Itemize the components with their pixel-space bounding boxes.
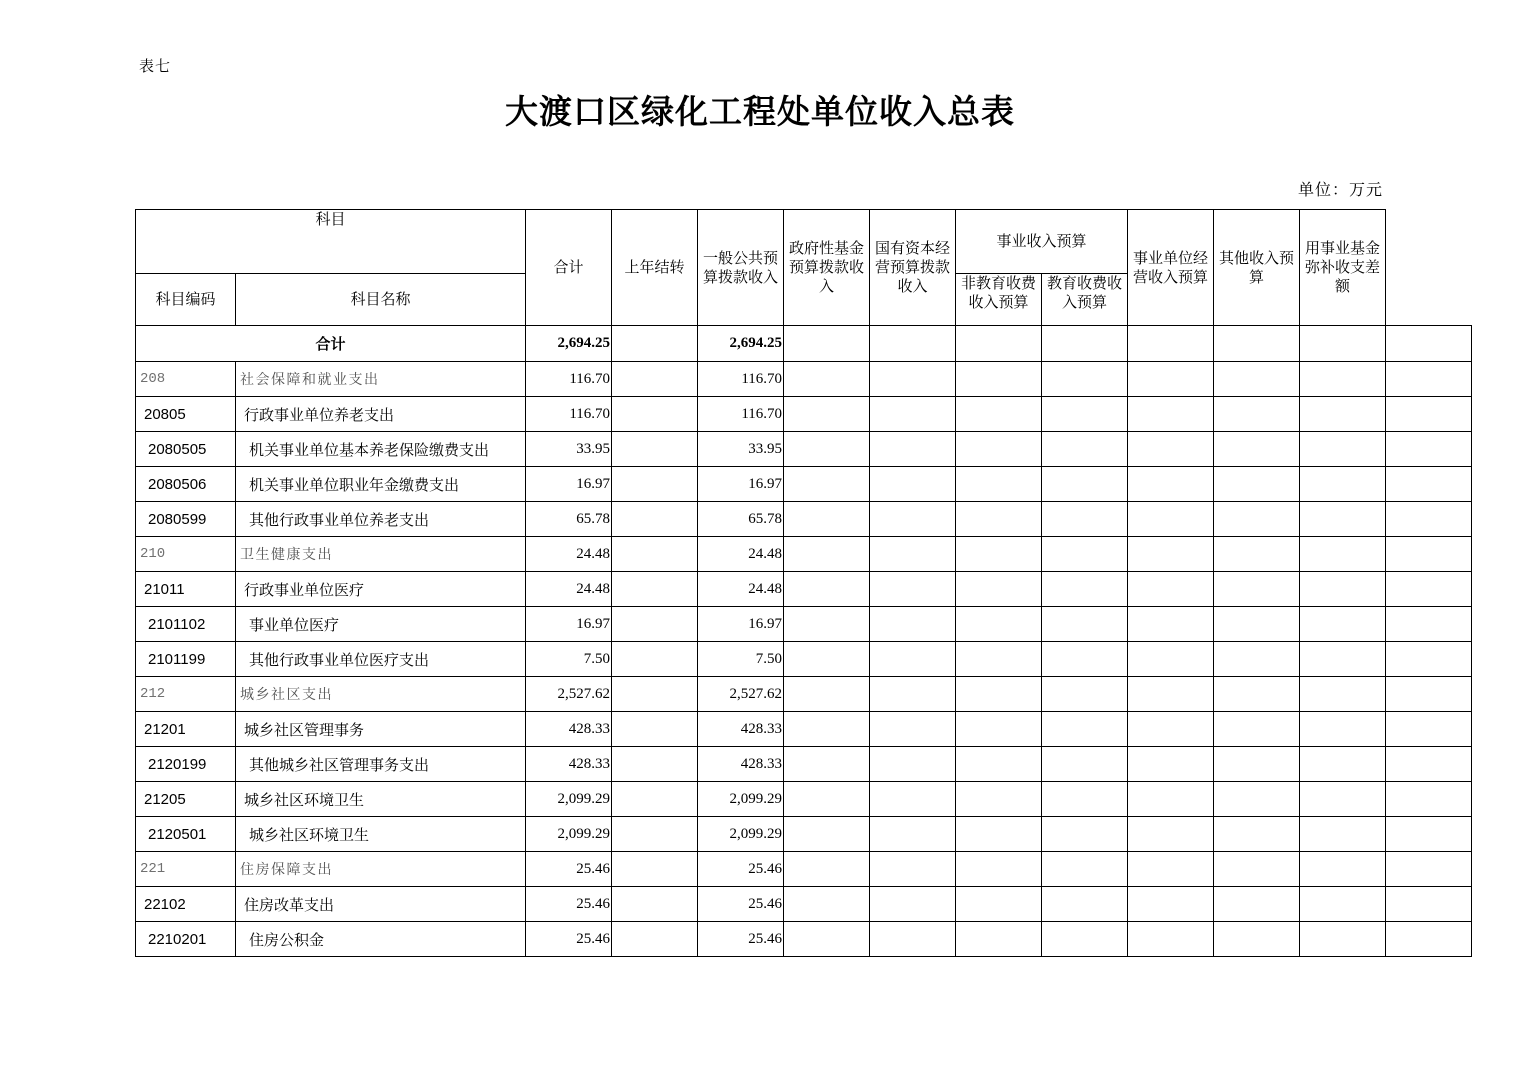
general-budget-cell: 428.33 [698,747,784,782]
empty-cell [956,362,1042,397]
empty-cell [784,572,870,607]
empty-cell [1300,887,1386,922]
total-cell: 16.97 [526,467,612,502]
carryover-cell [612,677,698,712]
total-cell: 25.46 [526,852,612,887]
empty-cell [1214,397,1300,432]
carryover-cell [612,642,698,677]
empty-cell [870,642,956,677]
table-row [136,397,1472,432]
general-budget-cell: 25.46 [698,887,784,922]
empty-cell [956,747,1042,782]
empty-cell [870,432,956,467]
empty-cell [1386,362,1472,397]
empty-cell [784,887,870,922]
empty-cell [1214,887,1300,922]
table-row [136,852,1472,887]
header-edu-fee: 教育收费收入预算 [1042,274,1128,326]
empty-cell [1128,922,1214,957]
empty-cell [1128,432,1214,467]
carryover-cell [612,887,698,922]
general-budget-cell: 2,099.29 [698,817,784,852]
empty-cell [1300,537,1386,572]
empty-cell [1386,467,1472,502]
empty-cell [784,502,870,537]
total-amount: 2,694.25 [526,326,612,362]
table-number: 表七 [139,57,172,75]
empty-cell [956,572,1042,607]
general-budget-cell: 33.95 [698,432,784,467]
empty-cell [956,537,1042,572]
empty-cell [1214,747,1300,782]
subject-name-cell: 行政事业单位养老支出 [236,397,526,432]
empty-cell [956,467,1042,502]
empty-cell [1300,607,1386,642]
empty-cell [1386,887,1472,922]
general-budget-cell: 16.97 [698,467,784,502]
empty-cell [1386,922,1472,957]
subject-name-cell: 卫生健康支出 [236,537,526,572]
header-subject-name: 科目名称 [236,274,526,326]
carryover-cell [612,432,698,467]
empty-cell [956,712,1042,747]
total-label: 合计 [136,326,526,362]
unit-label: 单位：万元 [1297,180,1383,199]
header-subject: 科目 [136,210,526,274]
total-cell: 116.70 [526,362,612,397]
empty-cell [784,537,870,572]
subject-name-cell: 社会保障和就业支出 [236,362,526,397]
header-non-edu-fee: 非教育收费收入预算 [956,274,1042,326]
empty-cell [956,432,1042,467]
empty-cell [1042,747,1128,782]
general-budget-cell: 25.46 [698,922,784,957]
empty-cell [956,607,1042,642]
empty-cell [1128,887,1214,922]
general-budget-cell: 2,099.29 [698,782,784,817]
empty-cell [1042,432,1128,467]
empty-cell [1386,642,1472,677]
subject-code-cell: 212 [136,677,236,712]
empty-cell [1128,642,1214,677]
empty-cell [1300,712,1386,747]
subject-name-cell: 其他行政事业单位医疗支出 [236,642,526,677]
header-state-capital: 国有资本经营预算拨款收入 [870,210,956,326]
subject-name-cell: 城乡社区管理事务 [236,712,526,747]
total-cell: 116.70 [526,397,612,432]
table-row [136,432,1472,467]
header-fund-makeup: 用事业基金弥补收支差额 [1300,210,1386,326]
empty-cell [1386,326,1472,362]
empty-cell [956,326,1042,362]
header-subject-code: 科目编码 [136,274,236,326]
subject-code-cell: 2080505 [136,432,236,467]
table-row [136,887,1472,922]
subject-name-cell: 住房保障支出 [236,852,526,887]
empty-cell [1214,572,1300,607]
empty-cell [1214,852,1300,887]
empty-cell [956,782,1042,817]
general-budget-cell: 428.33 [698,712,784,747]
empty-cell [1386,397,1472,432]
carryover-cell [612,502,698,537]
empty-cell [870,607,956,642]
empty-cell [1042,887,1128,922]
total-cell: 2,527.62 [526,677,612,712]
total-cell: 2,099.29 [526,817,612,852]
total-cell: 428.33 [526,712,612,747]
header-gov-fund: 政府性基金预算拨款收入 [784,210,870,326]
empty-cell [1128,572,1214,607]
total-cell: 65.78 [526,502,612,537]
carryover-cell [612,782,698,817]
empty-cell [956,887,1042,922]
empty-cell [870,467,956,502]
subject-name-cell: 事业单位医疗 [236,607,526,642]
carryover-cell [612,362,698,397]
empty-cell [784,432,870,467]
total-cell: 25.46 [526,887,612,922]
table-row [136,677,1472,712]
empty-cell [1042,572,1128,607]
general-budget-cell: 65.78 [698,502,784,537]
subject-code-cell: 2120501 [136,817,236,852]
empty-cell [1042,502,1128,537]
empty-cell [1128,607,1214,642]
empty-cell [1300,502,1386,537]
empty-cell [870,677,956,712]
general-budget-cell: 7.50 [698,642,784,677]
table-row [136,922,1472,957]
carryover-cell [612,712,698,747]
subject-name-cell: 机关事业单位职业年金缴费支出 [236,467,526,502]
empty-cell [870,887,956,922]
empty-cell [784,747,870,782]
carryover-cell [612,397,698,432]
empty-cell [870,747,956,782]
empty-cell [956,922,1042,957]
page-title: 大渡口区绿化工程处单位收入总表 [505,92,1015,131]
general-budget-cell: 24.48 [698,537,784,572]
empty-cell [1214,817,1300,852]
subject-code-cell: 21201 [136,712,236,747]
table-row [136,362,1472,397]
header-general-budget: 一般公共预算拨款收入 [698,210,784,326]
empty-cell [1386,817,1472,852]
empty-cell [784,397,870,432]
empty-cell [870,362,956,397]
total-cell: 24.48 [526,572,612,607]
empty-cell [870,922,956,957]
empty-cell [870,397,956,432]
empty-cell [784,817,870,852]
empty-cell [1042,712,1128,747]
total-row [136,326,1472,362]
subject-name-cell: 住房公积金 [236,922,526,957]
subject-name-cell: 城乡社区支出 [236,677,526,712]
subject-code-cell: 221 [136,852,236,887]
subject-name-cell: 其他城乡社区管理事务支出 [236,747,526,782]
total-cell: 16.97 [526,607,612,642]
subject-code-cell: 2080506 [136,467,236,502]
empty-cell [956,642,1042,677]
empty-cell [956,817,1042,852]
header-operating: 事业单位经营收入预算 [1128,210,1214,326]
empty-cell [784,922,870,957]
empty-cell [1214,502,1300,537]
total-cell: 33.95 [526,432,612,467]
income-summary-table [135,209,1472,957]
header-carryover: 上年结转 [612,210,698,326]
subject-code-cell: 210 [136,537,236,572]
empty-cell [1214,922,1300,957]
empty-cell [1214,467,1300,502]
subject-code-cell: 2101199 [136,642,236,677]
empty-cell [1300,747,1386,782]
table-row [136,642,1472,677]
empty-cell [784,782,870,817]
empty-cell [870,782,956,817]
carryover-cell [612,467,698,502]
empty-cell [1042,397,1128,432]
empty-cell [784,607,870,642]
empty-cell [1300,362,1386,397]
empty-cell [1042,607,1128,642]
empty-cell [1214,642,1300,677]
empty-cell [1214,782,1300,817]
carryover-cell [612,747,698,782]
subject-code-cell: 2101102 [136,607,236,642]
total-cell: 24.48 [526,537,612,572]
carryover-cell [612,817,698,852]
carryover-cell [612,607,698,642]
empty-cell [784,677,870,712]
empty-cell [1386,572,1472,607]
empty-cell [1300,432,1386,467]
general-budget-cell: 2,527.62 [698,677,784,712]
empty-cell [1386,502,1472,537]
empty-cell [1214,712,1300,747]
empty-cell [956,677,1042,712]
subject-name-cell: 行政事业单位医疗 [236,572,526,607]
empty-cell [1300,467,1386,502]
carryover-cell [612,537,698,572]
empty-cell [1128,467,1214,502]
empty-cell [1128,817,1214,852]
empty-cell [1214,432,1300,467]
header-service-income: 事业收入预算 [956,210,1128,274]
empty-cell [1042,326,1128,362]
empty-cell [1128,326,1214,362]
subject-name-cell: 机关事业单位基本养老保险缴费支出 [236,432,526,467]
empty-cell [1386,712,1472,747]
general-budget-cell: 25.46 [698,852,784,887]
empty-cell [1214,537,1300,572]
carryover-cell [612,922,698,957]
header-other: 其他收入预算 [1214,210,1300,326]
empty-cell [784,642,870,677]
empty-cell [1128,747,1214,782]
header-total: 合计 [526,210,612,326]
subject-code-cell: 2080599 [136,502,236,537]
subject-code-cell: 2210201 [136,922,236,957]
table-row [136,782,1472,817]
table-row [136,712,1472,747]
subject-code-cell: 2120199 [136,747,236,782]
subject-name-cell: 城乡社区环境卫生 [236,782,526,817]
subject-name-cell: 城乡社区环境卫生 [236,817,526,852]
empty-cell [1042,537,1128,572]
empty-cell [1300,782,1386,817]
subject-code-cell: 21011 [136,572,236,607]
empty-cell [1128,712,1214,747]
empty-cell [1128,502,1214,537]
empty-cell [870,537,956,572]
empty-cell [1128,852,1214,887]
empty-cell [784,362,870,397]
table-row [136,607,1472,642]
total-cell: 428.33 [526,747,612,782]
subject-name-cell: 其他行政事业单位养老支出 [236,502,526,537]
table-row [136,572,1472,607]
empty-cell [1300,572,1386,607]
subject-name-cell: 住房改革支出 [236,887,526,922]
empty-cell [1300,677,1386,712]
empty-cell [870,326,956,362]
total-cell: 7.50 [526,642,612,677]
empty-cell [956,502,1042,537]
empty-cell [870,572,956,607]
empty-cell [1042,782,1128,817]
empty-cell [1300,642,1386,677]
empty-cell [1214,607,1300,642]
empty-cell [956,397,1042,432]
empty-cell [956,852,1042,887]
empty-cell [1042,852,1128,887]
empty-cell [1300,326,1386,362]
empty-cell [1386,537,1472,572]
empty-cell [1386,747,1472,782]
table-row [136,502,1472,537]
empty-cell [1214,362,1300,397]
empty-cell [1128,782,1214,817]
general-budget-cell: 24.48 [698,572,784,607]
table-row [136,537,1472,572]
empty-cell [1300,922,1386,957]
empty-cell [1042,642,1128,677]
empty-cell [1042,467,1128,502]
empty-cell [1214,677,1300,712]
empty-cell [870,712,956,747]
empty-cell [1386,607,1472,642]
table-row [136,747,1472,782]
empty-cell [784,326,870,362]
total-cell: 2,099.29 [526,782,612,817]
empty-cell [1042,677,1128,712]
empty-cell [870,817,956,852]
empty-cell [1042,362,1128,397]
empty-cell [1128,537,1214,572]
carryover-cell [612,572,698,607]
empty-cell [1128,677,1214,712]
empty-cell [1300,397,1386,432]
empty-cell [1386,782,1472,817]
empty-cell [1386,852,1472,887]
general-budget-cell: 16.97 [698,607,784,642]
empty-cell [784,852,870,887]
general-budget-cell: 116.70 [698,397,784,432]
empty-cell [1386,432,1472,467]
empty-cell [870,852,956,887]
table-row [136,467,1472,502]
empty-cell [1214,326,1300,362]
total-general-budget: 2,694.25 [698,326,784,362]
general-budget-cell: 116.70 [698,362,784,397]
empty-cell [784,712,870,747]
empty-cell [1042,817,1128,852]
empty-cell [870,502,956,537]
empty-cell [1386,677,1472,712]
empty-cell [784,467,870,502]
carryover-cell [612,852,698,887]
empty-cell [1042,922,1128,957]
subject-code-cell: 208 [136,362,236,397]
table-row [136,817,1472,852]
empty-cell [1300,852,1386,887]
total-carryover [612,326,698,362]
total-cell: 25.46 [526,922,612,957]
subject-code-cell: 22102 [136,887,236,922]
empty-cell [1128,362,1214,397]
empty-cell [1300,817,1386,852]
empty-cell [1128,397,1214,432]
subject-code-cell: 21205 [136,782,236,817]
subject-code-cell: 20805 [136,397,236,432]
